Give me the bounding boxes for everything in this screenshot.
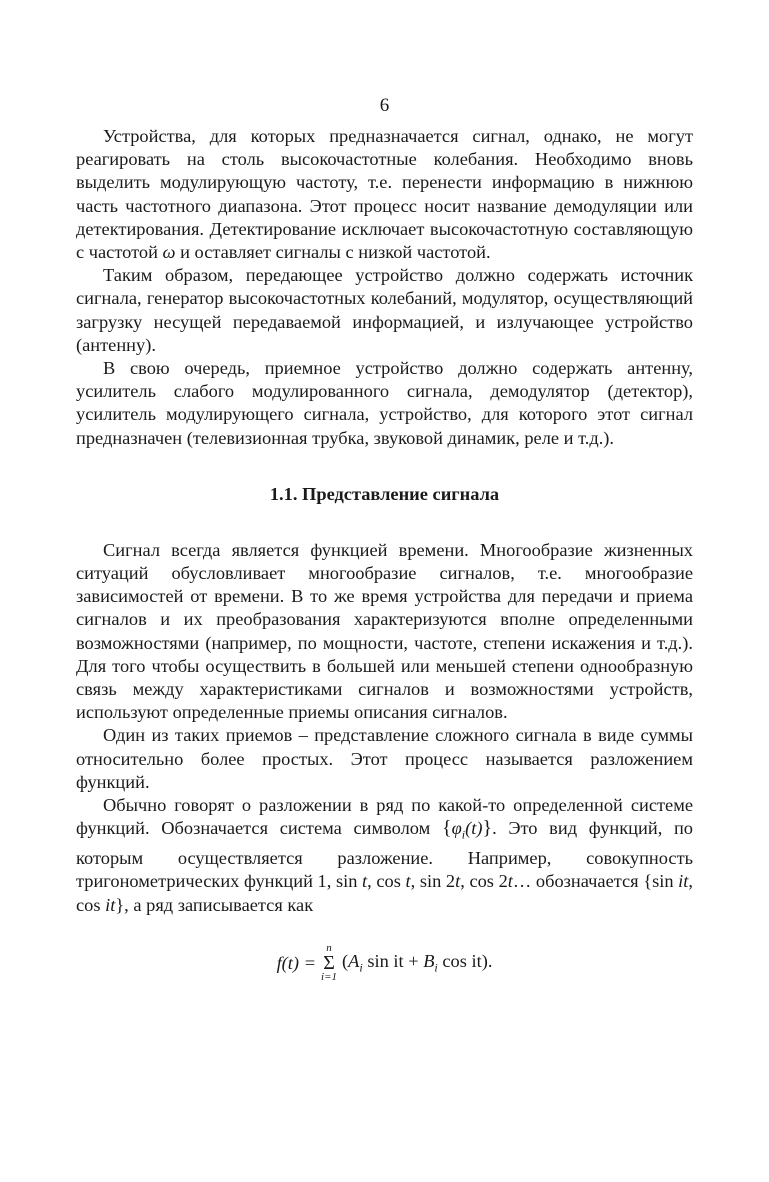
- sigma-symbol: Σ: [323, 951, 335, 974]
- paragraph-6-part-h: }, а ряд записывается как: [115, 894, 314, 915]
- sigma-sum: [321, 943, 337, 983]
- paragraph-3: В свою очередь, приемное устройство должно содержать антенну, усилитель слабого модулированного сигнала, демодулятор (детектор), усилитель модулирующего сигнала, устройство, для которого этот сигнал предназначен (телевизионная трубка, звуковой динамик, реле и т.д.).: [76, 358, 693, 448]
- paren-close: ).: [481, 950, 493, 971]
- var-t: t: [455, 871, 461, 892]
- var-t: t: [507, 871, 513, 892]
- var-t: t: [362, 871, 368, 892]
- paragraph-1: [76, 125, 693, 264]
- sin-term: sin it +: [362, 950, 424, 971]
- brace-close: }: [482, 817, 493, 840]
- brace-open: {: [441, 817, 452, 840]
- series-formula: [76, 943, 693, 983]
- var-it: it: [678, 871, 689, 892]
- paragraph-6-part-b: . Это вид функций, по которым осуществляется разложение. Например, совокупность тригонометрических функций 1, sin: [76, 818, 694, 892]
- coef-a-sub: i: [359, 960, 363, 975]
- phi-symbol: φ: [451, 818, 462, 839]
- var-it: it: [105, 894, 116, 915]
- body-text: [76, 125, 693, 983]
- section-heading: 1.1. Представление сигнала: [269, 483, 500, 504]
- paragraph-5: Один из таких приемов – представление сложного сигнала в виде суммы относительно более простых. Этот процесс называется разложением функций.: [76, 725, 693, 792]
- var-t: t: [405, 871, 411, 892]
- paragraph-1-part-a: Устройства, для которых предназначается сигнал, однако, не могут реагировать на столь высокочастотные колебания. Необходимо вновь выделить модулирующую частоту, т.е. перенести информацию в нижнюю часть частотного диапазона. Этот процесс носит название демодуляции или детектирования. Детектирование исключает высокочастотную составляющую с частотой: [76, 126, 693, 263]
- paragraph-6-part-a: Обычно говорят о разложении в ряд по какой-то определенной системе функций. Обозначается система символом: [76, 795, 693, 839]
- cos-term: cos it: [437, 950, 482, 971]
- paragraph-4: Сигнал всегда является функцией времени. Многообразие жизненных ситуаций обусловливает многообразие сигналов, т.е. многообразие зависимостей от времени. В то же время устройства для передачи и приема сигналов и их преобразования характеризуются вполне определенными возможностями (например, по мощности, частоте, степени искажения и т.д.). Для того чтобы осуществить в большей или меньшей степени однообразную связь между характеристиками сигналов и возможностями устройств, используют определенные приемы описания сигналов.: [76, 539, 693, 723]
- paragraph-6-part-f: … обозначается {sin: [512, 871, 679, 892]
- coef-a: A: [348, 950, 360, 971]
- paragraph-1-part-b: и оставляет сигналы с низкой частотой.: [175, 242, 491, 263]
- paren-open: (: [342, 950, 349, 971]
- paragraph-6-part-e: , cos 2: [460, 871, 508, 892]
- page-number: 6: [379, 95, 390, 116]
- paragraph-2: Таким образом, передающее устройство должно содержать источник сигнала, генератор высокочастотных колебаний, модулятор, осуществляющий загрузку несущей передаваемой информацией, и излучающее устройство (антенну).: [76, 265, 693, 355]
- phi-argument: (t): [465, 818, 483, 839]
- sigma-lower-limit: i=1: [321, 970, 338, 983]
- sigma-upper-limit: n: [326, 941, 332, 954]
- phi-subscript: i: [461, 827, 466, 842]
- paragraph-6-part-d: , sin 2: [410, 871, 456, 892]
- paragraph-6-part-c: , cos: [367, 871, 406, 892]
- paragraph-6-part-g: , cos: [76, 871, 693, 915]
- omega-symbol: ω: [162, 242, 176, 263]
- paragraph-6: [76, 794, 693, 917]
- coef-b: B: [423, 950, 435, 971]
- coef-b-sub: i: [434, 960, 438, 975]
- formula-lhs: f(t) =: [276, 952, 317, 973]
- formula-body: [342, 952, 492, 974]
